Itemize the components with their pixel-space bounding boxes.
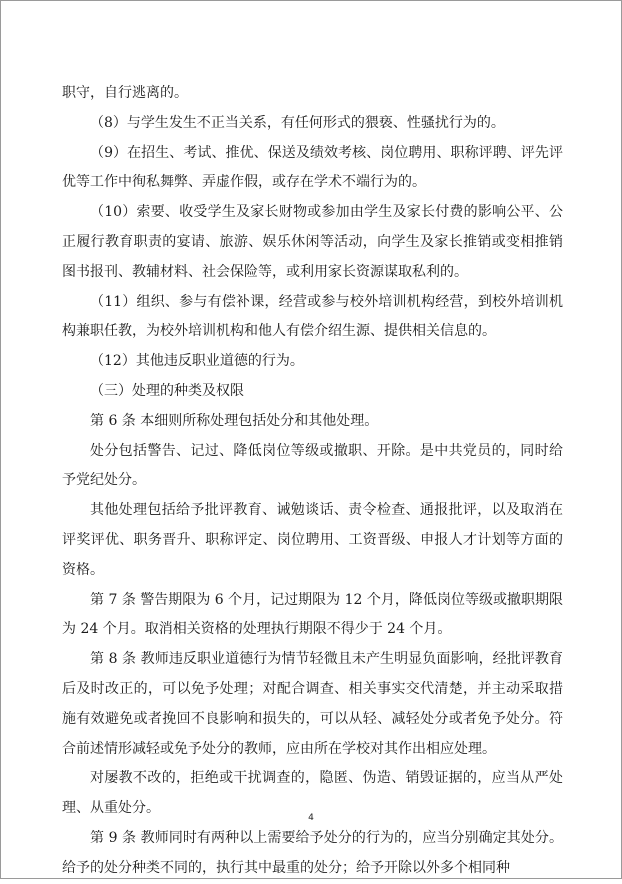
article-6: 第 6 条 本细则所称处理包括处分和其他处理。 <box>90 412 379 429</box>
article-9: 第 9 条 教师同时有两种以上需要给予处分的行为的，应当分别确定其处分。给予的处分种类不同的，执行其中最重的处分；给予开除以外多个相同种 <box>62 829 563 876</box>
paragraph-item-9: （9）在招生、考试、推优、保送及绩效考核、岗位聘用、职称评聘、评先评优等工作中徇私舞弊、弄虚作假，或存在学术不端行为的。 <box>62 144 563 191</box>
paragraph-item-12: （12）其他违反职业道德的行为。 <box>90 353 304 370</box>
paragraph-strict-handling: 对屡教不改的，拒绝或干扰调查的，隐匿、伪造、销毁证据的，应当从严处理、从重处分。 <box>62 770 563 817</box>
page-number: 4 <box>308 813 314 823</box>
paragraph-item-8: （8）与学生发生不正当关系，有任何形式的猥亵、性骚扰行为的。 <box>90 114 505 131</box>
article-8: 第 8 条 教师违反职业道德行为情节轻微且未产生明显负面影响，经批评教育后及时改正的，可以免予处理；对配合调查、相关事实交代清楚，并主动采取措施有效避免或者挽回不良影响和损失的，可以从轻、减轻处分或者免予处分。符合前述情形减轻或免予处分的教师，应由所在学校对其作出相应处理。 <box>62 651 563 757</box>
paragraph-continuation: 职守，自行逃离的。 <box>62 85 188 101</box>
paragraph-sanctions: 处分包括警告、记过、降低岗位等级或撤职、开除。是中共党员的，同时给予党纪处分。 <box>62 442 563 489</box>
paragraph-item-10: （10）索要、收受学生及家长财物或参加由学生及家长付费的影响公平、公正履行教育职责的宴请、旅游、娱乐休闲等活动，向学生及家长推销或变相推销图书报刊、教辅材料、社会保险等，或利用家长资源谋取私利的。 <box>62 204 563 280</box>
paragraph-other-handling: 其他处理包括给予批评教育、诫勉谈话、责令检查、通报批评，以及取消在评奖评优、职务晋升、职称评定、岗位聘用、工资晋级、申报人才计划等方面的资格。 <box>62 502 563 578</box>
document-body <box>62 79 563 884</box>
article-7: 第 7 条 警告期限为 6 个月，记过期限为 12 个月，降低岗位等级或撤职期限为 24 个月。取消相关资格的处理执行期限不得少于 24 个月。 <box>62 591 563 638</box>
paragraph-item-11: （11）组织、参与有偿补课，经营或参与校外培训机构经营，到校外培训机构兼职任教，为校外培训机构和他人有偿介绍生源、提供相关信息的。 <box>62 293 563 340</box>
section-heading: （三）处理的种类及权限 <box>90 382 244 399</box>
